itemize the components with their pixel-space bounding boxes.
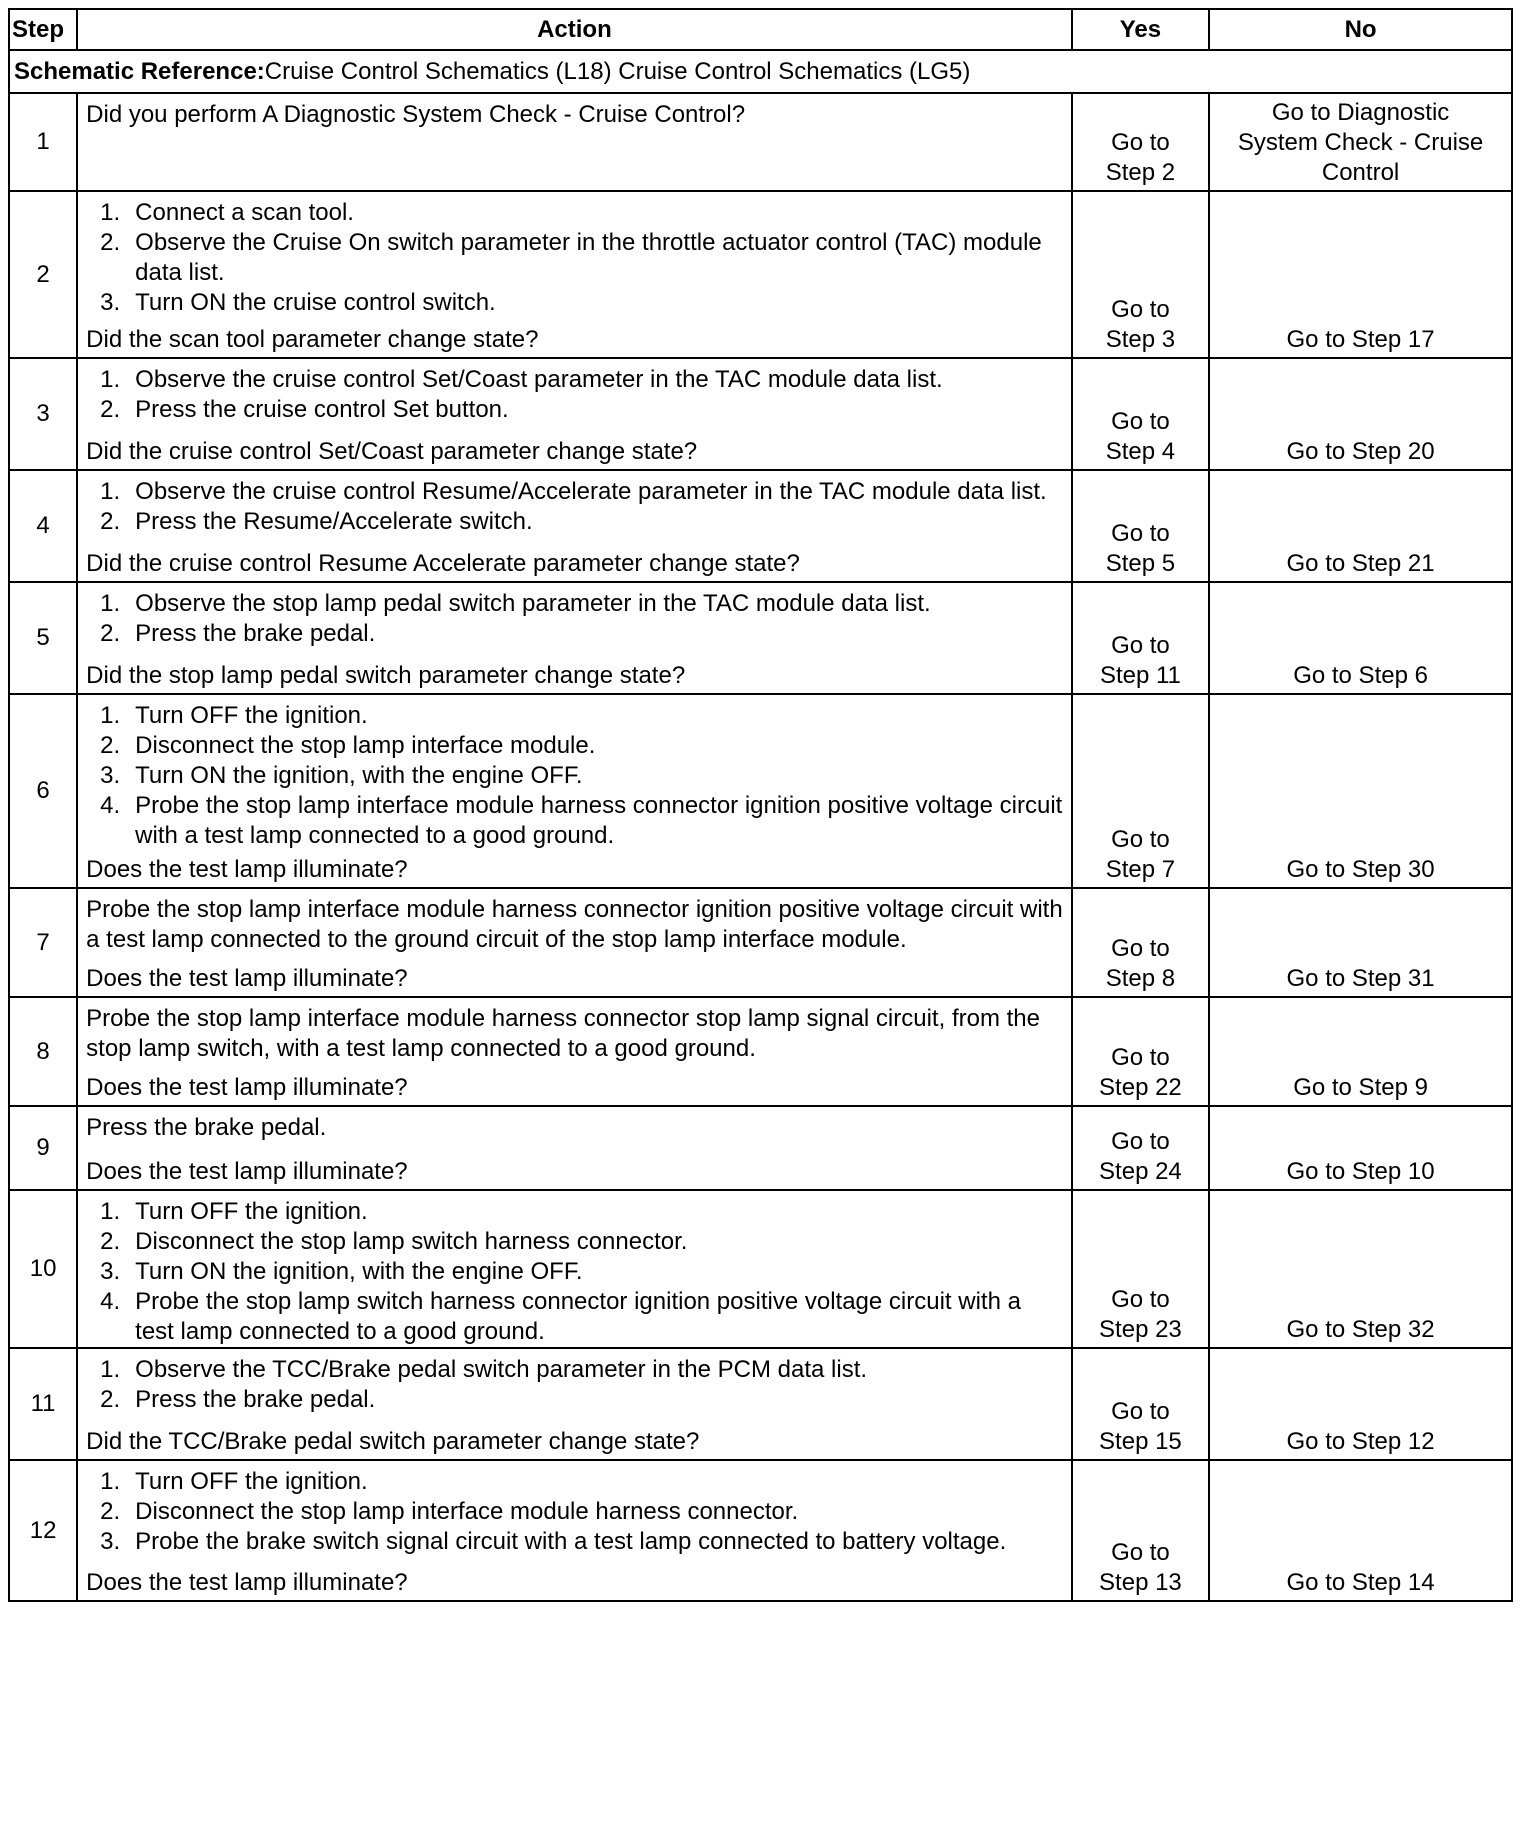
table-row <box>9 1460 1512 1601</box>
no-result[interactable] <box>1209 694 1512 888</box>
action-step-text: Disconnect the stop lamp interface module harness connector. <box>135 1498 799 1525</box>
header-action: Action <box>77 9 1072 50</box>
yes-result-line: Step 22 <box>1099 1074 1182 1101</box>
no-result[interactable] <box>1209 1106 1512 1190</box>
step-number: 8 <box>9 997 77 1106</box>
action-cell <box>77 582 1072 694</box>
yes-result-line: Step 11 <box>1099 662 1181 689</box>
no-result-line: Go to Step 10 <box>1286 1158 1435 1185</box>
no-result-line: Go to Step 20 <box>1286 438 1435 465</box>
no-result[interactable] <box>1209 191 1512 358</box>
yes-result-line: Go to <box>1111 935 1170 962</box>
action-step-number: 1. <box>100 1468 121 1495</box>
yes-result[interactable] <box>1072 1460 1209 1601</box>
action-step-number: 1. <box>100 478 121 505</box>
action-step-item <box>86 1527 1063 1557</box>
yes-result[interactable] <box>1072 1106 1209 1190</box>
action-cell <box>77 93 1072 191</box>
action-steps-list <box>86 198 1063 318</box>
action-step-number: 1. <box>100 199 121 226</box>
action-step-text: Probe the brake switch signal circuit with a test lamp connected to battery voltage. <box>135 1528 1007 1555</box>
yes-result-line: Step 3 <box>1105 326 1176 353</box>
yes-result-line: Go to <box>1111 520 1170 547</box>
yes-result[interactable] <box>1072 888 1209 997</box>
action-text: Press the brake pedal. <box>86 1114 327 1141</box>
table-row <box>9 582 1512 694</box>
table-row <box>9 1348 1512 1460</box>
action-step-item <box>86 477 1063 507</box>
no-result-line: Go to Diagnostic <box>1271 99 1450 126</box>
yes-result[interactable] <box>1072 191 1209 358</box>
step-number: 12 <box>9 1460 77 1601</box>
action-step-number: 1. <box>100 702 121 729</box>
action-step-number: 1. <box>100 1198 121 1225</box>
no-result[interactable] <box>1209 997 1512 1106</box>
action-question: Did the scan tool parameter change state? <box>86 326 539 353</box>
action-step-item <box>86 1497 1063 1527</box>
yes-result-line: Go to <box>1111 296 1170 323</box>
yes-result-line: Go to <box>1111 632 1170 659</box>
no-result-line: Go to Step 14 <box>1286 1569 1435 1596</box>
table-row <box>9 358 1512 470</box>
yes-result-line: Go to <box>1111 1128 1170 1155</box>
action-question: Did the stop lamp pedal switch parameter change state? <box>86 662 686 689</box>
action-step-item <box>86 1355 1063 1385</box>
action-step-text: Press the Resume/Accelerate switch. <box>135 508 533 535</box>
action-step-text: Observe the stop lamp pedal switch parameter in the TAC module data list. <box>135 590 931 617</box>
action-cell <box>77 1348 1072 1460</box>
action-step-item <box>86 1257 1063 1287</box>
action-question: Does the test lamp illuminate? <box>86 856 408 883</box>
action-step-text: Turn OFF the ignition. <box>135 702 368 729</box>
action-step-item <box>86 701 1063 731</box>
table-row <box>9 997 1512 1106</box>
action-cell <box>77 358 1072 470</box>
action-step-text: Connect a scan tool. <box>135 199 354 226</box>
yes-result-line: Go to <box>1111 1398 1170 1425</box>
no-result-line: Control <box>1321 159 1400 186</box>
no-result-line: Go to Step 9 <box>1293 1074 1428 1101</box>
action-question: Does the test lamp illuminate? <box>86 1074 408 1101</box>
schematic-reference-row <box>9 50 1512 93</box>
yes-result-line: Step 8 <box>1105 965 1176 992</box>
yes-result[interactable] <box>1072 694 1209 888</box>
yes-result-line: Step 7 <box>1105 856 1176 883</box>
step-number: 1 <box>9 93 77 191</box>
no-result[interactable] <box>1209 582 1512 694</box>
header-row <box>9 9 1512 50</box>
action-cell <box>77 1190 1072 1348</box>
step-number: 6 <box>9 694 77 888</box>
action-text: Probe the stop lamp interface module harness connector stop lamp signal circuit, from the stop lamp switch, with a test lamp connected to a good ground. <box>86 1005 1040 1062</box>
action-step-item <box>86 589 1063 619</box>
action-step-text: Observe the cruise control Resume/Accelerate parameter in the TAC module data list. <box>135 478 1047 505</box>
no-result[interactable] <box>1209 888 1512 997</box>
step-number: 10 <box>9 1190 77 1348</box>
action-step-number: 3. <box>100 289 121 316</box>
action-cell <box>77 888 1072 997</box>
action-step-number: 3. <box>100 1258 121 1285</box>
yes-result-line: Go to <box>1111 826 1170 853</box>
action-step-text: Turn OFF the ignition. <box>135 1468 368 1495</box>
action-step-number: 2. <box>100 396 121 423</box>
no-result-line: Go to Step 6 <box>1293 662 1428 689</box>
action-step-text: Observe the TCC/Brake pedal switch parameter in the PCM data list. <box>135 1356 868 1383</box>
no-result-line: Go to Step 32 <box>1286 1316 1435 1343</box>
action-step-number: 1. <box>100 590 121 617</box>
step-number: 2 <box>9 191 77 358</box>
step-number: 5 <box>9 582 77 694</box>
no-result[interactable] <box>1209 470 1512 582</box>
action-cell <box>77 470 1072 582</box>
action-step-item <box>86 619 1063 649</box>
action-step-number: 3. <box>100 1528 121 1555</box>
action-steps-list <box>86 589 1063 649</box>
action-step-text: Observe the Cruise On switch parameter in the throttle actuator control (TAC) module data list. <box>135 229 1042 286</box>
action-cell <box>77 1460 1072 1601</box>
no-result-line: Go to Step 31 <box>1286 965 1435 992</box>
yes-result-line: Go to <box>1111 1286 1170 1313</box>
action-step-item <box>86 288 1063 318</box>
yes-result-line: Step 24 <box>1099 1158 1182 1185</box>
step-number: 9 <box>9 1106 77 1190</box>
action-step-text: Disconnect the stop lamp switch harness connector. <box>135 1228 688 1255</box>
step-number: 7 <box>9 888 77 997</box>
yes-result[interactable] <box>1072 93 1209 191</box>
no-result-line: Go to Step 17 <box>1286 326 1435 353</box>
yes-result-line: Step 5 <box>1105 550 1176 577</box>
action-cell <box>77 191 1072 358</box>
action-step-text: Press the brake pedal. <box>135 620 376 647</box>
yes-result[interactable] <box>1072 358 1209 470</box>
step-number: 11 <box>9 1348 77 1460</box>
yes-result-line: Step 23 <box>1099 1316 1182 1343</box>
action-steps-list <box>86 365 1063 425</box>
action-step-text: Probe the stop lamp switch harness connector ignition positive voltage circuit with a test lamp connected to a good ground. <box>135 1288 1021 1345</box>
action-step-text: Probe the stop lamp interface module harness connector ignition positive voltage circuit with a test lamp connected to a good ground. <box>135 792 1063 849</box>
action-step-item <box>86 507 1063 537</box>
action-question: Did the cruise control Resume Accelerate parameter change state? <box>86 550 800 577</box>
action-question: Did the cruise control Set/Coast parameter change state? <box>86 438 698 465</box>
action-step-item <box>86 365 1063 395</box>
no-result-line: Go to Step 21 <box>1286 550 1435 577</box>
yes-result[interactable] <box>1072 470 1209 582</box>
action-step-number: 2. <box>100 1498 121 1525</box>
action-step-number: 1. <box>100 366 121 393</box>
yes-result-line: Go to <box>1111 1044 1170 1071</box>
yes-result-line: Step 13 <box>1099 1569 1182 1596</box>
action-steps-list <box>86 1355 1063 1415</box>
action-step-text: Press the cruise control Set button. <box>135 396 509 423</box>
action-step-number: 2. <box>100 229 121 256</box>
table-row <box>9 1190 1512 1348</box>
action-step-text: Turn ON the ignition, with the engine OFF. <box>135 1258 583 1285</box>
action-text: Did you perform A Diagnostic System Check - Cruise Control? <box>86 101 746 128</box>
action-step-text: Disconnect the stop lamp interface module. <box>135 732 596 759</box>
action-step-number: 1. <box>100 1356 121 1383</box>
table-row <box>9 191 1512 358</box>
action-step-item <box>86 1385 1063 1415</box>
action-step-item <box>86 1227 1063 1257</box>
action-cell <box>77 997 1072 1106</box>
action-question: Does the test lamp illuminate? <box>86 1569 408 1596</box>
no-result-line: Go to Step 12 <box>1286 1428 1435 1455</box>
action-step-text: Observe the cruise control Set/Coast parameter in the TAC module data list. <box>135 366 943 393</box>
no-result[interactable] <box>1209 93 1512 191</box>
action-step-item <box>86 228 1063 288</box>
no-result[interactable] <box>1209 1190 1512 1348</box>
diagnostic-table <box>8 8 1513 1602</box>
table-row <box>9 888 1512 997</box>
schematic-reference-label: Schematic Reference: <box>14 57 265 85</box>
action-question: Does the test lamp illuminate? <box>86 965 408 992</box>
action-step-item <box>86 1197 1063 1227</box>
table-row <box>9 694 1512 888</box>
action-steps-list <box>86 1467 1063 1557</box>
action-question: Did the TCC/Brake pedal switch parameter change state? <box>86 1428 700 1455</box>
no-result[interactable] <box>1209 1348 1512 1460</box>
header-no: No <box>1209 9 1512 50</box>
yes-result[interactable] <box>1072 1190 1209 1348</box>
action-step-number: 2. <box>100 508 121 535</box>
yes-result-line: Go to <box>1111 129 1170 156</box>
action-cell <box>77 1106 1072 1190</box>
action-steps-list <box>86 701 1063 851</box>
yes-result-line: Step 2 <box>1105 159 1176 186</box>
table-row <box>9 470 1512 582</box>
no-result-line: Go to Step 30 <box>1286 856 1435 883</box>
table-row <box>9 1106 1512 1190</box>
table-row <box>9 93 1512 191</box>
yes-result[interactable] <box>1072 997 1209 1106</box>
action-steps-list <box>86 1197 1063 1347</box>
action-cell <box>77 694 1072 888</box>
action-step-item <box>86 761 1063 791</box>
action-step-item <box>86 395 1063 425</box>
action-text: Probe the stop lamp interface module harness connector ignition positive voltage circuit with a test lamp connected to the ground circuit of the stop lamp interface module. <box>86 896 1063 953</box>
action-step-number: 2. <box>100 620 121 647</box>
step-number: 3 <box>9 358 77 470</box>
action-step-number: 3. <box>100 762 121 789</box>
action-step-number: 4. <box>100 792 121 819</box>
schematic-reference <box>9 50 1512 93</box>
schematic-reference-links[interactable]: Cruise Control Schematics (L18) Cruise Control Schematics (LG5) <box>264 57 971 85</box>
action-step-item <box>86 731 1063 761</box>
yes-result[interactable] <box>1072 1348 1209 1460</box>
action-step-number: 4. <box>100 1288 121 1315</box>
action-step-text: Turn ON the cruise control switch. <box>135 289 496 316</box>
header-yes: Yes <box>1072 9 1209 50</box>
action-step-number: 2. <box>100 1228 121 1255</box>
action-step-text: Turn ON the ignition, with the engine OFF. <box>135 762 583 789</box>
action-step-item <box>86 198 1063 228</box>
no-result[interactable] <box>1209 358 1512 470</box>
no-result[interactable] <box>1209 1460 1512 1601</box>
action-step-item <box>86 791 1063 851</box>
yes-result-line: Go to <box>1111 1539 1170 1566</box>
step-number: 4 <box>9 470 77 582</box>
action-step-text: Turn OFF the ignition. <box>135 1198 368 1225</box>
action-question: Does the test lamp illuminate? <box>86 1158 408 1185</box>
header-step: Step <box>9 9 77 50</box>
action-steps-list <box>86 477 1063 537</box>
action-step-number: 2. <box>100 1386 121 1413</box>
no-result-line: System Check - Cruise <box>1237 129 1484 156</box>
yes-result-line: Step 4 <box>1105 438 1176 465</box>
action-step-item <box>86 1287 1063 1347</box>
yes-result[interactable] <box>1072 582 1209 694</box>
action-step-text: Press the brake pedal. <box>135 1386 376 1413</box>
action-step-item <box>86 1467 1063 1497</box>
yes-result-line: Step 15 <box>1099 1428 1182 1455</box>
yes-result-line: Go to <box>1111 408 1170 435</box>
action-step-number: 2. <box>100 732 121 759</box>
